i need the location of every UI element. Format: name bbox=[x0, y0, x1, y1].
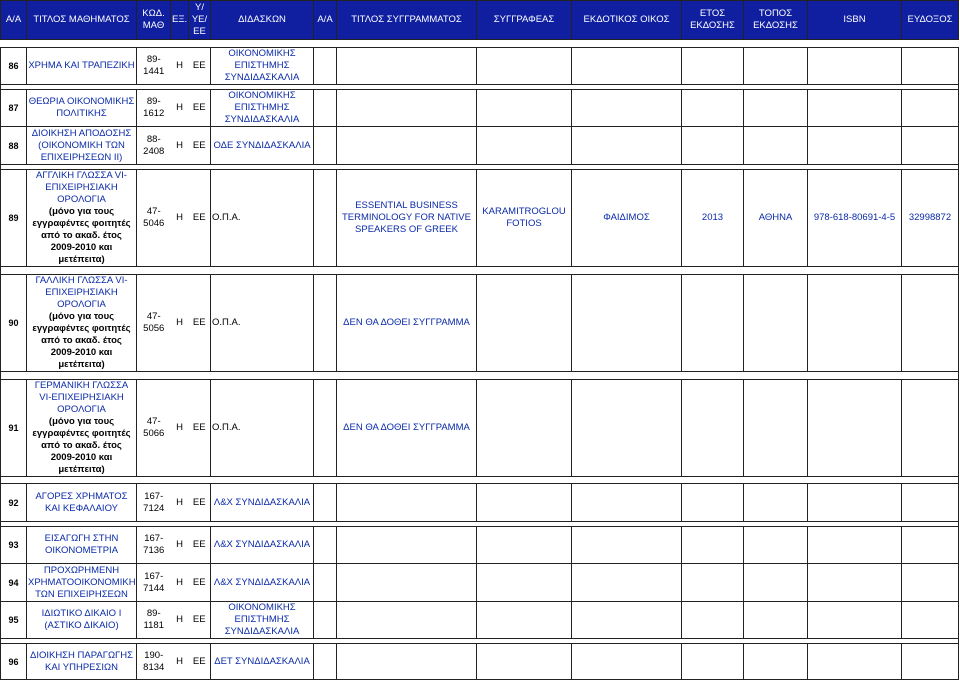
course-code: 167-7136 bbox=[137, 527, 171, 564]
book-author: KARAMITROGLOU FOTIOS bbox=[477, 170, 572, 267]
row-number: 88 bbox=[1, 127, 27, 165]
row-number: 86 bbox=[1, 48, 27, 85]
course-note: (μόνο για τους εγγραφέντες φοιτητές από το ακαδ. έτος 2009-2010 και μετέπειτα) bbox=[32, 416, 131, 475]
col-book-title: ΤΙΤΛΟΣ ΣΥΓΓΡΑΜΜΑΤΟΣ bbox=[337, 1, 477, 40]
course-title-cell bbox=[27, 170, 137, 267]
course-type: ΕΕ bbox=[189, 170, 211, 267]
course-ex: Η bbox=[171, 484, 189, 522]
row-number: 89 bbox=[1, 170, 27, 267]
table-row bbox=[1, 127, 959, 165]
course-code: 190-8134 bbox=[137, 644, 171, 680]
table-row bbox=[1, 170, 959, 267]
table-row bbox=[1, 644, 959, 680]
course-type: ΕΕ bbox=[189, 564, 211, 602]
table-row bbox=[1, 564, 959, 602]
col-ye: Υ/ΥΕ/ΕΕ bbox=[189, 1, 211, 40]
instructors: ΟΙΚΟΝΟΜΙΚΗΣ ΕΠΙΣΤΗΜΗΣ ΣΥΝΔΙΔΑΣΚΑΛΙΑ bbox=[211, 90, 314, 127]
course-type: ΕΕ bbox=[189, 275, 211, 372]
col-year: ΕΤΟΣ ΕΚΔΟΣΗΣ bbox=[682, 1, 744, 40]
course-code: 89-1612 bbox=[137, 90, 171, 127]
table-row bbox=[1, 380, 959, 477]
instructors: ΟΔΕ ΣΥΝΔΙΔΑΣΚΑΛΙΑ bbox=[211, 127, 314, 165]
col-course-title: ΤΙΤΛΟΣ ΜΑΘΗΜΑΤΟΣ bbox=[27, 1, 137, 40]
course-code: 167-7124 bbox=[137, 484, 171, 522]
table-row bbox=[1, 527, 959, 564]
row-number: 91 bbox=[1, 380, 27, 477]
table-row bbox=[1, 90, 959, 127]
instructors: ΔΕΤ ΣΥΝΔΙΔΑΣΚΑΛΙΑ bbox=[211, 644, 314, 680]
course-code: 167-7144 bbox=[137, 564, 171, 602]
book-isbn: 978-618-80691-4-5 bbox=[808, 170, 902, 267]
course-ex: Η bbox=[171, 602, 189, 639]
instructors: Ο.Π.Α. bbox=[211, 170, 314, 267]
course-title: ΔΙΟΙΚΗΣΗ ΑΠΟΔΟΣΗΣ (ΟΙΚΟΝΟΜΙΚΗ ΤΩΝ ΕΠΙΧΕΙΡΗΣΕΩΝ ΙΙ) bbox=[27, 127, 137, 165]
course-type: ΕΕ bbox=[189, 527, 211, 564]
col-instructors: ΔΙΔΑΣΚΩΝ bbox=[211, 1, 314, 40]
course-title-cell bbox=[27, 275, 137, 372]
course-type: ΕΕ bbox=[189, 90, 211, 127]
col-eudoxus: ΕΥΔΟΞΟΣ bbox=[902, 1, 959, 40]
row-number: 93 bbox=[1, 527, 27, 564]
col-course-code: ΚΩΔ. ΜΑΘ bbox=[137, 1, 171, 40]
course-code: 89-1441 bbox=[137, 48, 171, 85]
book-title: ΔΕΝ ΘΑ ΔΟΘΕΙ ΣΥΓΓΡΑΜΜΑ bbox=[337, 380, 477, 477]
course-ex: Η bbox=[171, 564, 189, 602]
course-ex: Η bbox=[171, 170, 189, 267]
course-note: (μόνο για τους εγγραφέντες φοιτητές από το ακαδ. έτος 2009-2010 και μετέπειτα) bbox=[32, 311, 131, 370]
course-title: ΔΙΟΙΚΗΣΗ ΠΑΡΑΓΩΓΗΣ ΚΑΙ ΥΠΗΡΕΣΙΩΝ bbox=[27, 644, 137, 680]
course-title: ΘΕΩΡΙΑ ΟΙΚΟΝΟΜΙΚΗΣ ΠΟΛΙΤΙΚΗΣ bbox=[27, 90, 137, 127]
book-title: ΔΕΝ ΘΑ ΔΟΘΕΙ ΣΥΓΓΡΑΜΜΑ bbox=[337, 275, 477, 372]
col-place: ΤΟΠΟΣ ΕΚΔΟΣΗΣ bbox=[744, 1, 808, 40]
course-ex: Η bbox=[171, 127, 189, 165]
course-ex: Η bbox=[171, 380, 189, 477]
course-ex: Η bbox=[171, 275, 189, 372]
col-publisher: ΕΚΔΟΤΙΚΟΣ ΟΙΚΟΣ bbox=[572, 1, 682, 40]
book-publisher: ΦΑΙΔΙΜΟΣ bbox=[572, 170, 682, 267]
course-ex: Η bbox=[171, 527, 189, 564]
course-ex: Η bbox=[171, 48, 189, 85]
col-aa2: Α/Α bbox=[314, 1, 337, 40]
col-isbn: ISBN bbox=[808, 1, 902, 40]
book-eudoxus: 32998872 bbox=[902, 170, 959, 267]
row-number: 95 bbox=[1, 602, 27, 639]
header-row bbox=[1, 1, 959, 40]
course-title: ΑΓΟΡΕΣ ΧΡΗΜΑΤΟΣ ΚΑΙ ΚΕΦΑΛΑΙΟΥ bbox=[27, 484, 137, 522]
course-type: ΕΕ bbox=[189, 48, 211, 85]
instructors: Λ&Χ ΣΥΝΔΙΔΑΣΚΑΛΙΑ bbox=[211, 564, 314, 602]
col-authors: ΣΥΓΓΡΑΦΕΑΣ bbox=[477, 1, 572, 40]
course-ex: Η bbox=[171, 644, 189, 680]
course-ex: Η bbox=[171, 90, 189, 127]
book-title: ESSENTIAL BUSINESS TERMINOLOGY FOR NATIVE SPEAKERS OF GREEK bbox=[337, 170, 477, 267]
course-code: 47-5066 bbox=[137, 380, 171, 477]
row-number: 90 bbox=[1, 275, 27, 372]
table-row bbox=[1, 602, 959, 639]
instructors: Λ&Χ ΣΥΝΔΙΔΑΣΚΑΛΙΑ bbox=[211, 484, 314, 522]
course-code: 88-2408 bbox=[137, 127, 171, 165]
course-type: ΕΕ bbox=[189, 380, 211, 477]
instructors: ΟΙΚΟΝΟΜΙΚΗΣ ΕΠΙΣΤΗΜΗΣ ΣΥΝΔΙΔΑΣΚΑΛΙΑ bbox=[211, 602, 314, 639]
row-number: 96 bbox=[1, 644, 27, 680]
course-title: ΙΔΙΩΤΙΚΟ ΔΙΚΑΙΟ Ι (ΑΣΤΙΚΟ ΔΙΚΑΙΟ) bbox=[27, 602, 137, 639]
course-code: 47-5046 bbox=[137, 170, 171, 267]
book-year: 2013 bbox=[682, 170, 744, 267]
book-place: ΑΘΗΝΑ bbox=[744, 170, 808, 267]
course-type: ΕΕ bbox=[189, 644, 211, 680]
course-type: ΕΕ bbox=[189, 484, 211, 522]
course-title-cell bbox=[27, 380, 137, 477]
row-number: 92 bbox=[1, 484, 27, 522]
course-title: ΓΕΡΜΑΝΙΚΗ ΓΛΩΣΣΑ VI-ΕΠΙΧΕΙΡΗΣΙΑΚΗ ΟΡΟΛΟΓΙΑ bbox=[34, 380, 129, 415]
course-title: ΠΡΟΧΩΡΗΜΕΝΗ ΧΡΗΜΑΤΟΟΙΚΟΝΟΜΙΚΗ ΤΩΝ ΕΠΙΧΕΙΡΗΣΕΩΝ bbox=[28, 564, 136, 600]
row-number: 87 bbox=[1, 90, 27, 127]
col-ex: ΕΞ. bbox=[171, 1, 189, 40]
instructors: Ο.Π.Α. bbox=[211, 380, 314, 477]
course-type: ΕΕ bbox=[189, 602, 211, 639]
instructors: Ο.Π.Α. bbox=[211, 275, 314, 372]
instructors: Λ&Χ ΣΥΝΔΙΔΑΣΚΑΛΙΑ bbox=[211, 527, 314, 564]
course-code: 47-5056 bbox=[137, 275, 171, 372]
course-title: ΓΑΛΛΙΚΗ ΓΛΩΣΣΑ VI-ΕΠΙΧΕΙΡΗΣΙΑΚΗ ΟΡΟΛΟΓΙΑ bbox=[35, 275, 128, 310]
row-number: 94 bbox=[1, 564, 27, 602]
course-note: (μόνο για τους εγγραφέντες φοιτητές από το ακαδ. έτος 2009-2010 και μετέπειτα) bbox=[32, 206, 131, 265]
table-row bbox=[1, 275, 959, 372]
table-row bbox=[1, 484, 959, 522]
course-title: ΧΡΗΜΑ ΚΑΙ ΤΡΑΠΕΖΙΚΗ bbox=[27, 48, 137, 85]
table-row bbox=[1, 48, 959, 85]
col-aa: Α/Α bbox=[1, 1, 27, 40]
spacer-row bbox=[1, 40, 959, 48]
course-title: ΕΙΣΑΓΩΓΗ ΣΤΗΝ ΟΙΚΟΝΟΜΕΤΡΙΑ bbox=[27, 527, 137, 564]
instructors: ΟΙΚΟΝΟΜΙΚΗΣ ΕΠΙΣΤΗΜΗΣ ΣΥΝΔΙΔΑΣΚΑΛΙΑ bbox=[211, 48, 314, 85]
course-code: 89-1181 bbox=[137, 602, 171, 639]
course-title: ΑΓΓΛΙΚΗ ΓΛΩΣΣΑ VI-ΕΠΙΧΕΙΡΗΣΙΑΚΗ ΟΡΟΛΟΓΙΑ bbox=[36, 170, 127, 205]
course-type: ΕΕ bbox=[189, 127, 211, 165]
